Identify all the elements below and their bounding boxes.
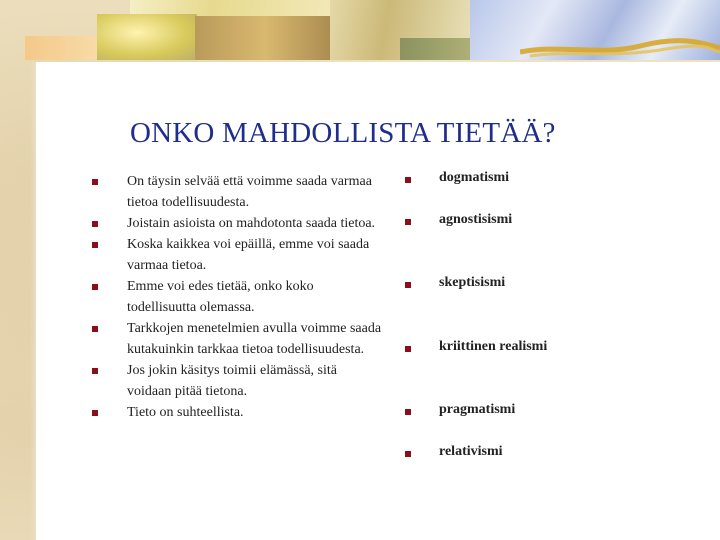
square-bullet-icon [92,410,98,416]
right-list-item-text: relativismi [439,444,503,459]
square-bullet-icon [92,179,98,185]
right-list-item-text: kriittinen realismi [439,339,548,354]
decor-tile [97,14,197,60]
decor-tile [25,36,100,60]
square-bullet-icon [405,282,411,288]
right-list-item [405,444,699,460]
square-bullet-icon [405,219,411,225]
left-bullet-list [92,171,382,423]
list-item [92,171,382,213]
list-item [92,360,382,402]
list-item-text: Joistain asioista on mahdotonta saada tietoa. [127,216,376,231]
right-list-item-text: dogmatismi [439,170,509,185]
right-list-item [405,339,699,355]
right-list-item-text: pragmatismi [439,402,516,417]
list-item-text: Tarkkojen menetelmien avulla voimme saada kutakuinkin tarkkaa tietoa todellisuudesta. [127,321,382,357]
square-bullet-icon [405,451,411,457]
slide-title: ONKO MAHDOLLISTA TIETÄÄ? [130,117,556,149]
square-bullet-icon [405,346,411,352]
right-list-item [405,275,699,291]
square-bullet-icon [92,221,98,227]
gold-brush-stroke [520,30,720,60]
list-item [92,234,382,276]
right-list-item-text: agnostisismi [439,212,513,227]
square-bullet-icon [405,177,411,183]
square-bullet-icon [92,368,98,374]
right-list-item [405,170,699,186]
square-bullet-icon [92,326,98,332]
list-item [92,318,382,360]
list-item [92,402,382,423]
square-bullet-icon [92,284,98,290]
square-bullet-icon [405,409,411,415]
right-list-item-text: skeptisismi [439,275,506,290]
list-item [92,276,382,318]
right-list-item [405,212,699,228]
decorative-header-band [0,0,720,62]
list-item-text: Koska kaikkea voi epäillä, emme voi saada varmaa tietoa. [127,237,370,273]
square-bullet-icon [92,242,98,248]
list-item-text: Tieto on suhteellista. [127,405,244,420]
right-list-item [405,402,699,418]
list-item-text: On täysin selvää että voimme saada varmaa tietoa todellisuudesta. [127,174,372,210]
list-item [92,213,382,234]
list-item-text: Jos jokin käsitys toimii elämässä, sitä voidaan pitää tietona. [127,363,337,399]
list-item-text: Emme voi edes tietää, onko koko todellisuutta olemassa. [127,279,314,315]
decor-tile [195,16,335,60]
